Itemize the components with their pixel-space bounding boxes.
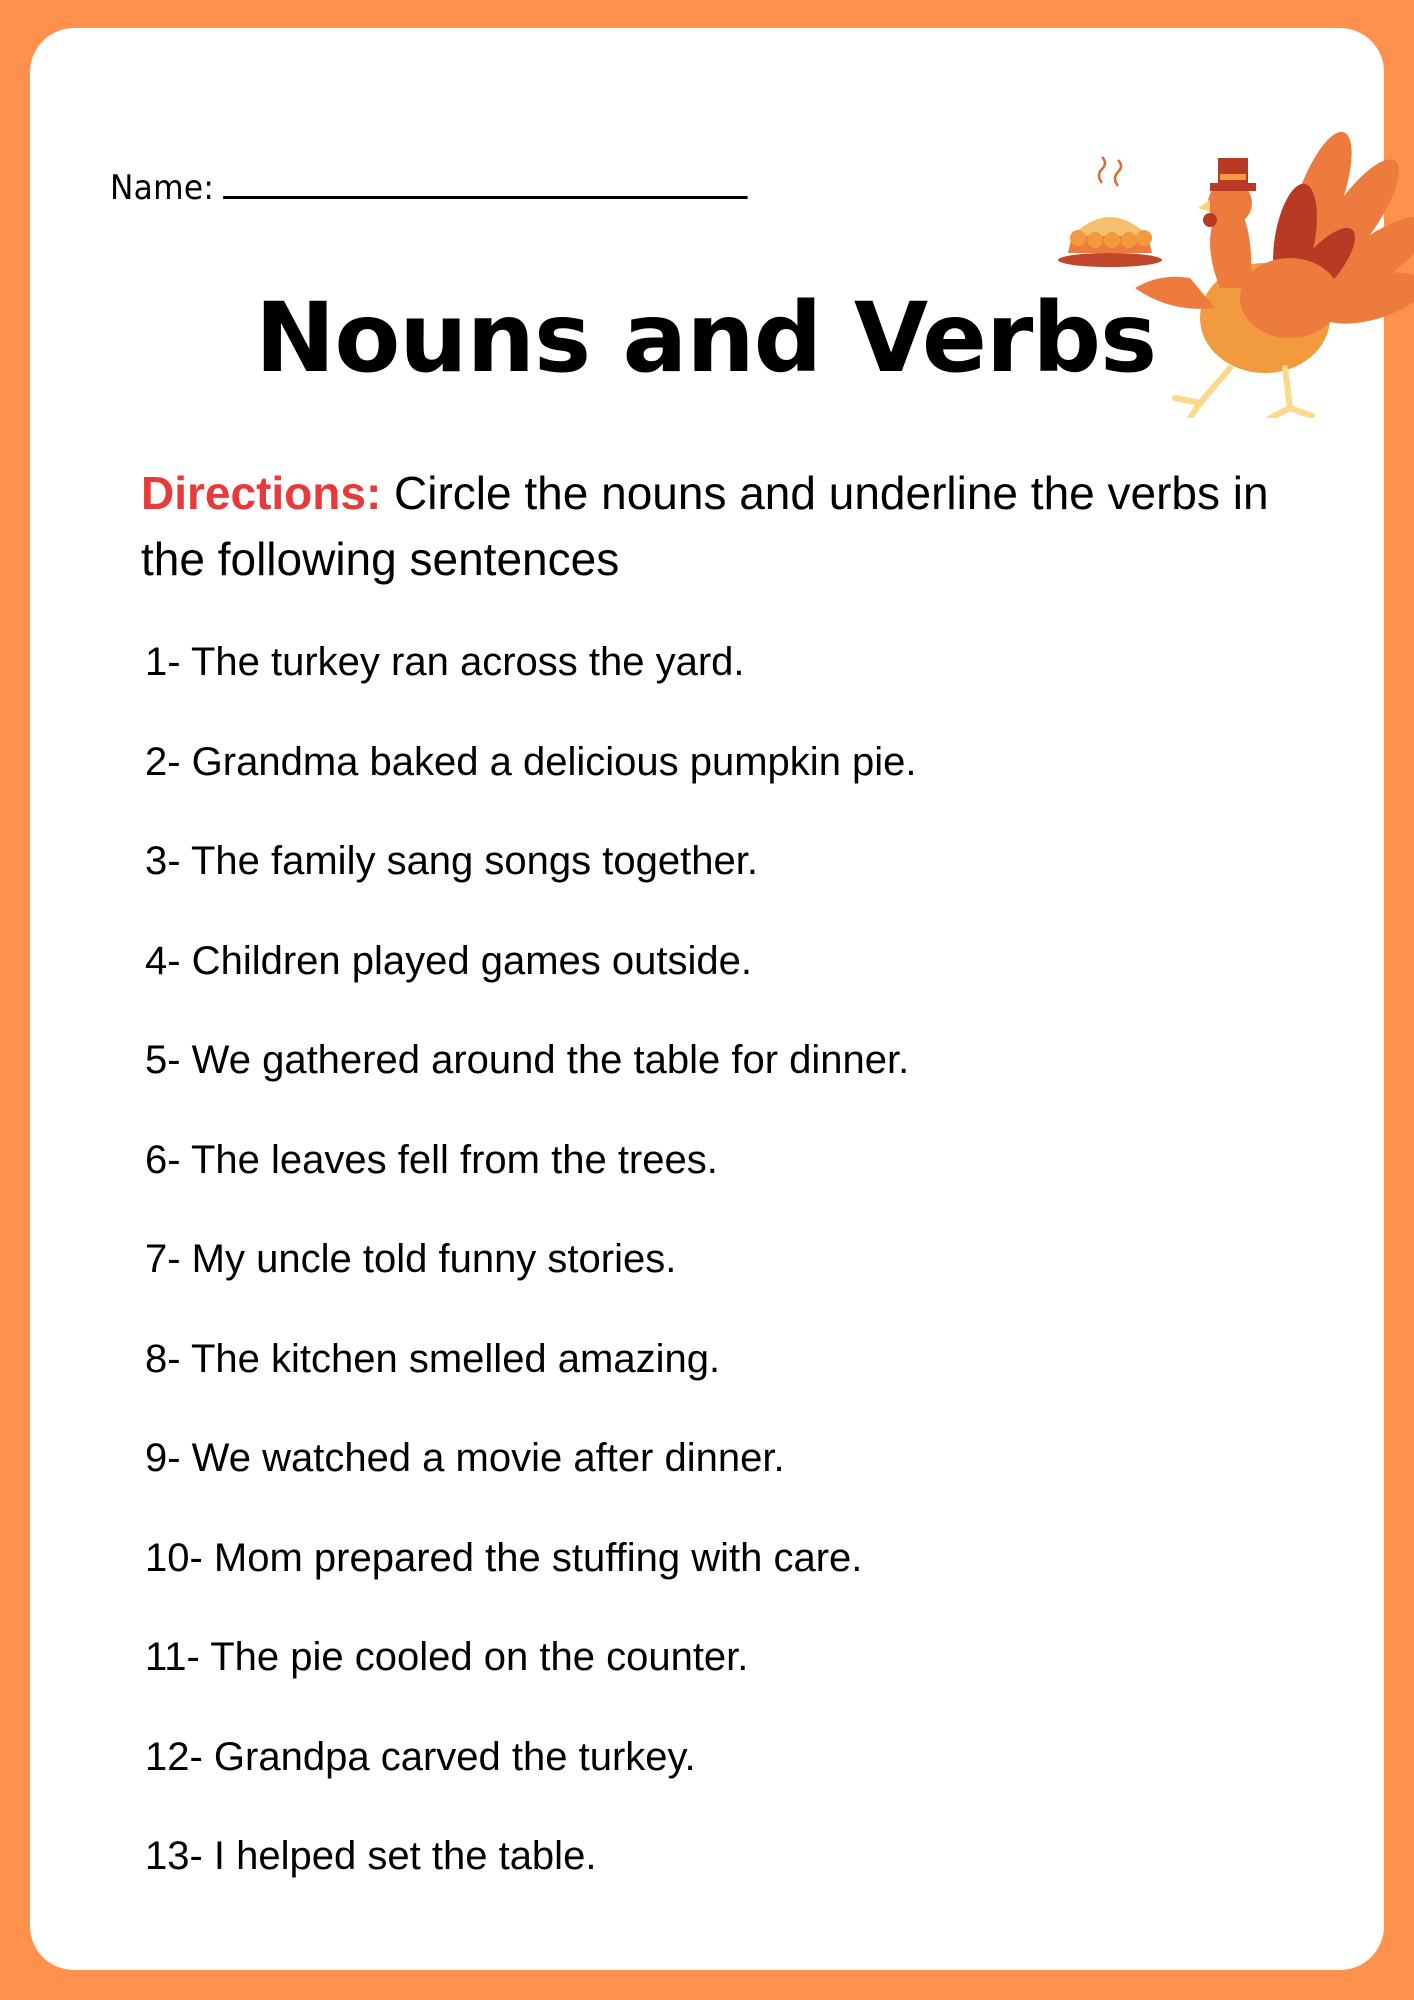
sentence-item: 6- The leaves fell from the trees.: [145, 1137, 718, 1182]
page-title: Nouns and Verbs: [255, 282, 1157, 394]
sentence-item: 5- We gathered around the table for dinner.: [145, 1038, 910, 1082]
sentence-item: 4- Children played games outside.: [145, 938, 753, 983]
name-blank-line[interactable]: [223, 170, 747, 199]
directions-label: Directions:: [141, 467, 382, 519]
worksheet-page: [30, 28, 1384, 1970]
sentence-item: 11- The pie cooled on the counter.: [145, 1635, 749, 1679]
turkey-with-pie-icon: [1050, 128, 1414, 418]
sentence-list: [145, 634, 917, 1928]
name-field[interactable]: [110, 168, 748, 208]
sentence-item: 12- Grandpa carved the turkey.: [145, 1734, 696, 1779]
directions: [141, 460, 1341, 592]
sentence-item: 8- The kitchen smelled amazing.: [145, 1336, 721, 1381]
sentence-item: 2- Grandma baked a delicious pumpkin pie.: [145, 739, 917, 784]
sentence-item: 3- The family sang songs together.: [145, 839, 758, 883]
name-label: Name:: [110, 168, 215, 208]
sentence-item: 10- Mom prepared the stuffing with care.: [145, 1535, 863, 1580]
sentence-item: 1- The turkey ran across the yard.: [145, 640, 745, 684]
directions-text: Circle the nouns and underline the verbs in the following sentences: [141, 467, 1269, 585]
sentence-item: 7- My uncle told funny stories.: [145, 1237, 677, 1281]
sentence-item: 9- We watched a movie after dinner.: [145, 1436, 785, 1480]
sentence-item: 13- I helped set the table.: [145, 1834, 597, 1878]
